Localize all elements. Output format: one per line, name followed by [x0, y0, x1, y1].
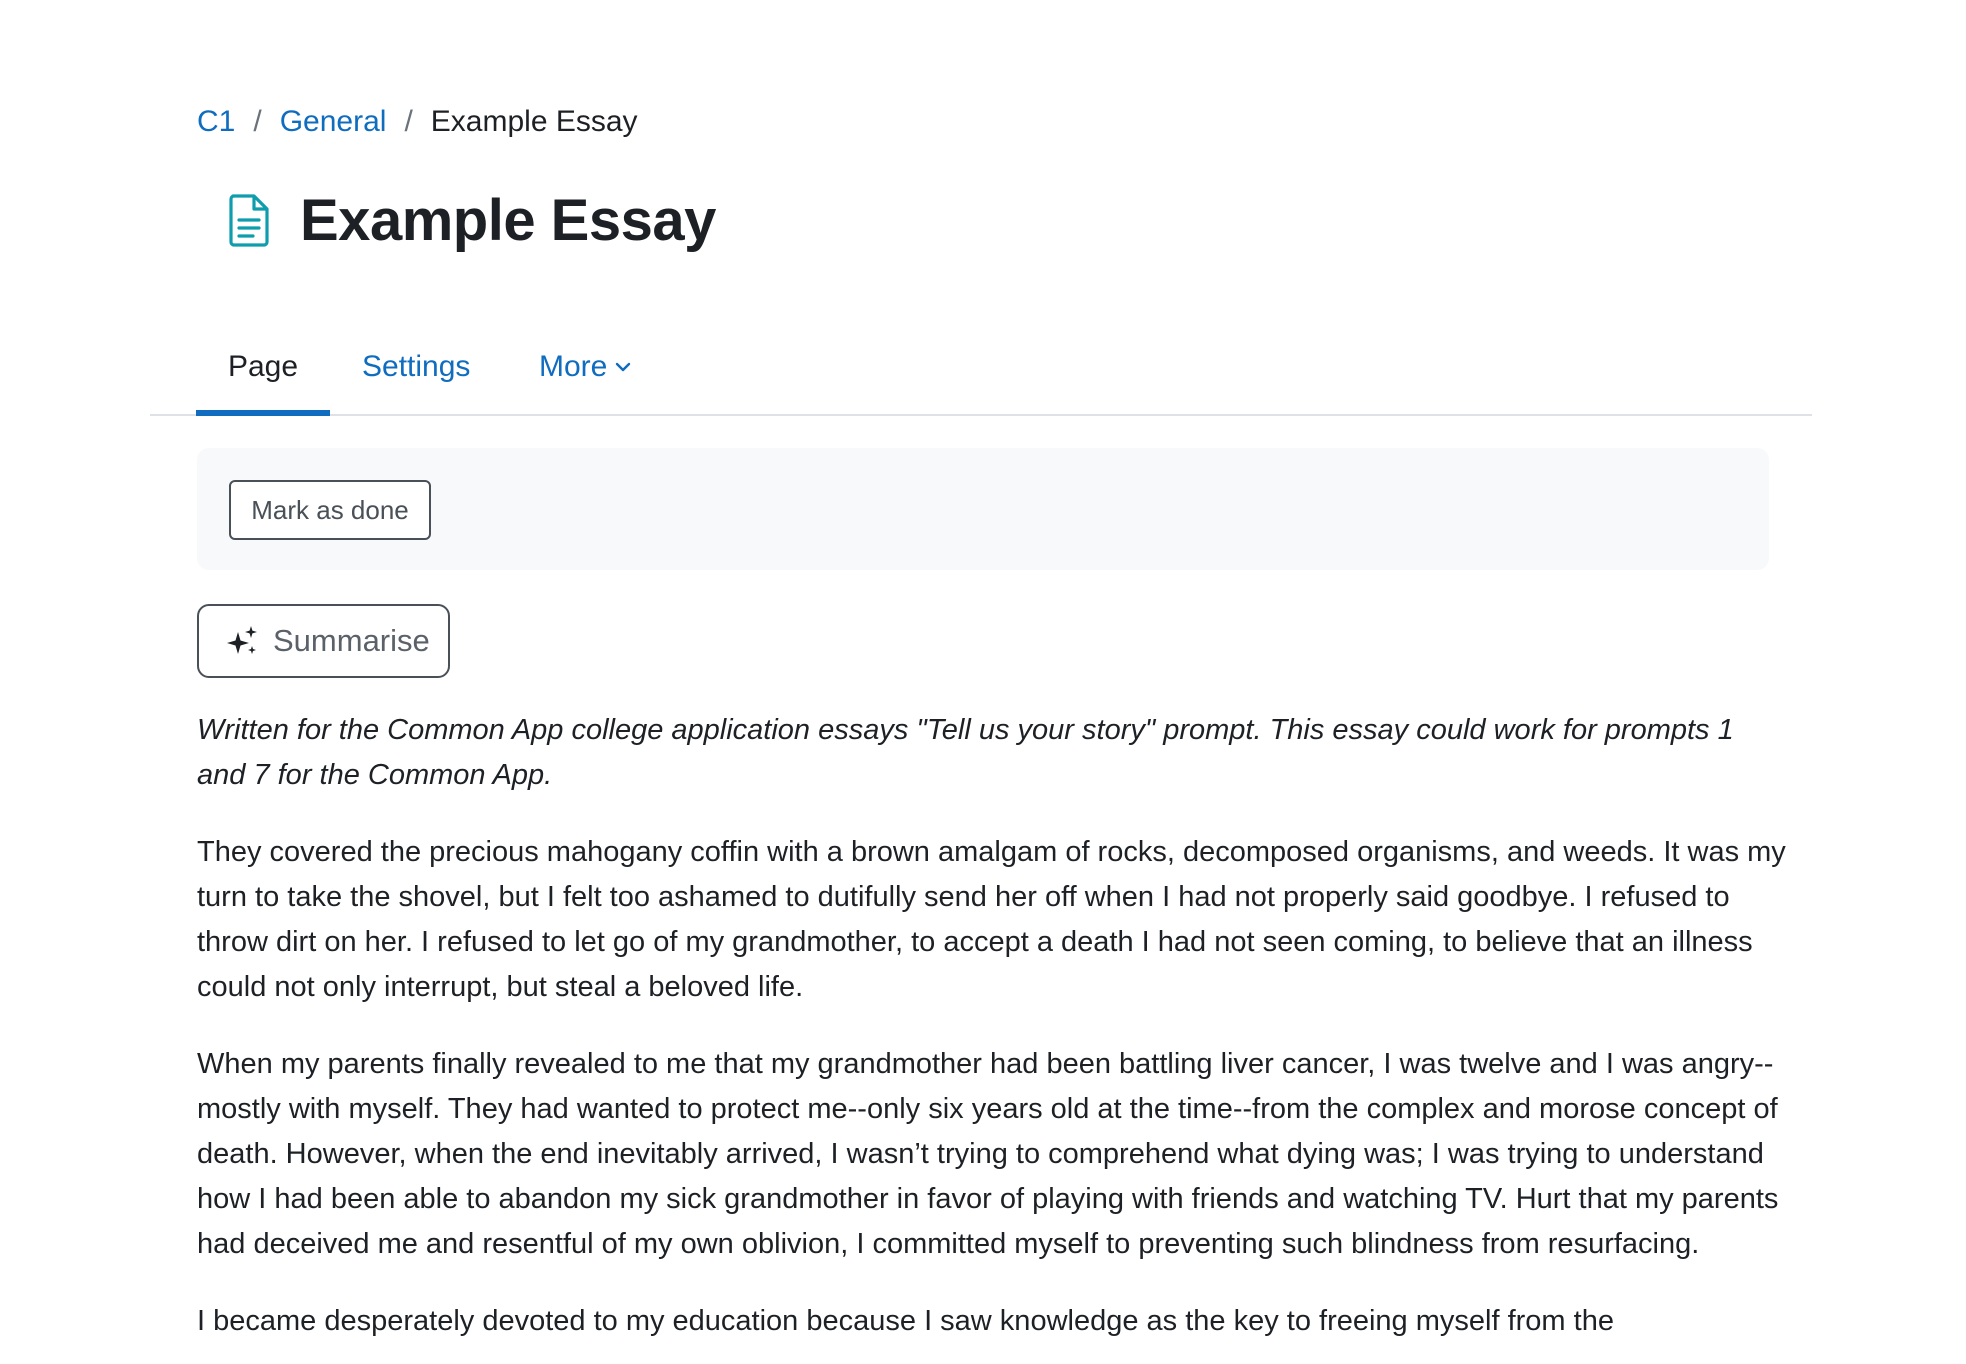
- page-content: [197, 708, 1787, 1364]
- breadcrumb-separator: /: [253, 105, 262, 138]
- tab-more[interactable]: [539, 318, 631, 416]
- tab-page[interactable]: Page: [196, 318, 330, 416]
- page-header: [226, 180, 716, 260]
- tab-more-label: More: [539, 350, 608, 383]
- content-paragraph: I became desperately devoted to my education because I saw knowledge as the key to freeing myself from the: [197, 1305, 1614, 1337]
- sparkle-icon: [225, 624, 259, 658]
- document-icon: [226, 193, 272, 247]
- content-paragraph: When my parents finally revealed to me that my grandmother had been battling liver cancer, I was twelve and I was angry--mostly with myself. They had wanted to protect me--only six years old at the time--from the complex and morose concept of death. However, when the end inevitably arrived, I wasn’t trying to comprehend what dying was; I was trying to understand how I had been able to abandon my sick grandmother in favor of playing with friends and watching TV. Hurt that my parents had deceived me and resentful of my own oblivion, I committed myself to preventing such blindness from resurfacing.: [197, 1048, 1779, 1260]
- content-paragraph: They covered the precious mahogany coffin with a brown amalgam of rocks, decomposed organisms, and weeds. It was my turn to take the shovel, but I felt too ashamed to dutifully send her off when I had not properly said goodbye. I refused to throw dirt on her. I refused to let go of my grandmother, to accept a death I had not seen coming, to believe that an illness could not only interrupt, but steal a beloved life.: [197, 836, 1786, 1003]
- breadcrumb-current: Example Essay: [430, 105, 638, 138]
- intro-paragraph: Written for the Common App college application essays "Tell us your story" prompt. This essay could work for prompts 1 and 7 for the Common App.: [197, 714, 1734, 791]
- page-title: Example Essay: [300, 187, 716, 253]
- summarise-label: Summarise: [273, 623, 430, 658]
- breadcrumb-link-c1[interactable]: C1: [197, 105, 236, 138]
- summarise-button[interactable]: [197, 604, 450, 678]
- activity-completion-panel: [197, 448, 1769, 570]
- breadcrumb-separator: /: [404, 105, 413, 138]
- chevron-down-icon: [615, 361, 631, 373]
- secondary-navigation: [150, 318, 1812, 416]
- tab-settings[interactable]: Settings: [362, 350, 471, 383]
- mark-as-done-button[interactable]: Mark as done: [229, 480, 431, 540]
- breadcrumb: [197, 100, 638, 144]
- breadcrumb-link-general[interactable]: General: [279, 105, 387, 138]
